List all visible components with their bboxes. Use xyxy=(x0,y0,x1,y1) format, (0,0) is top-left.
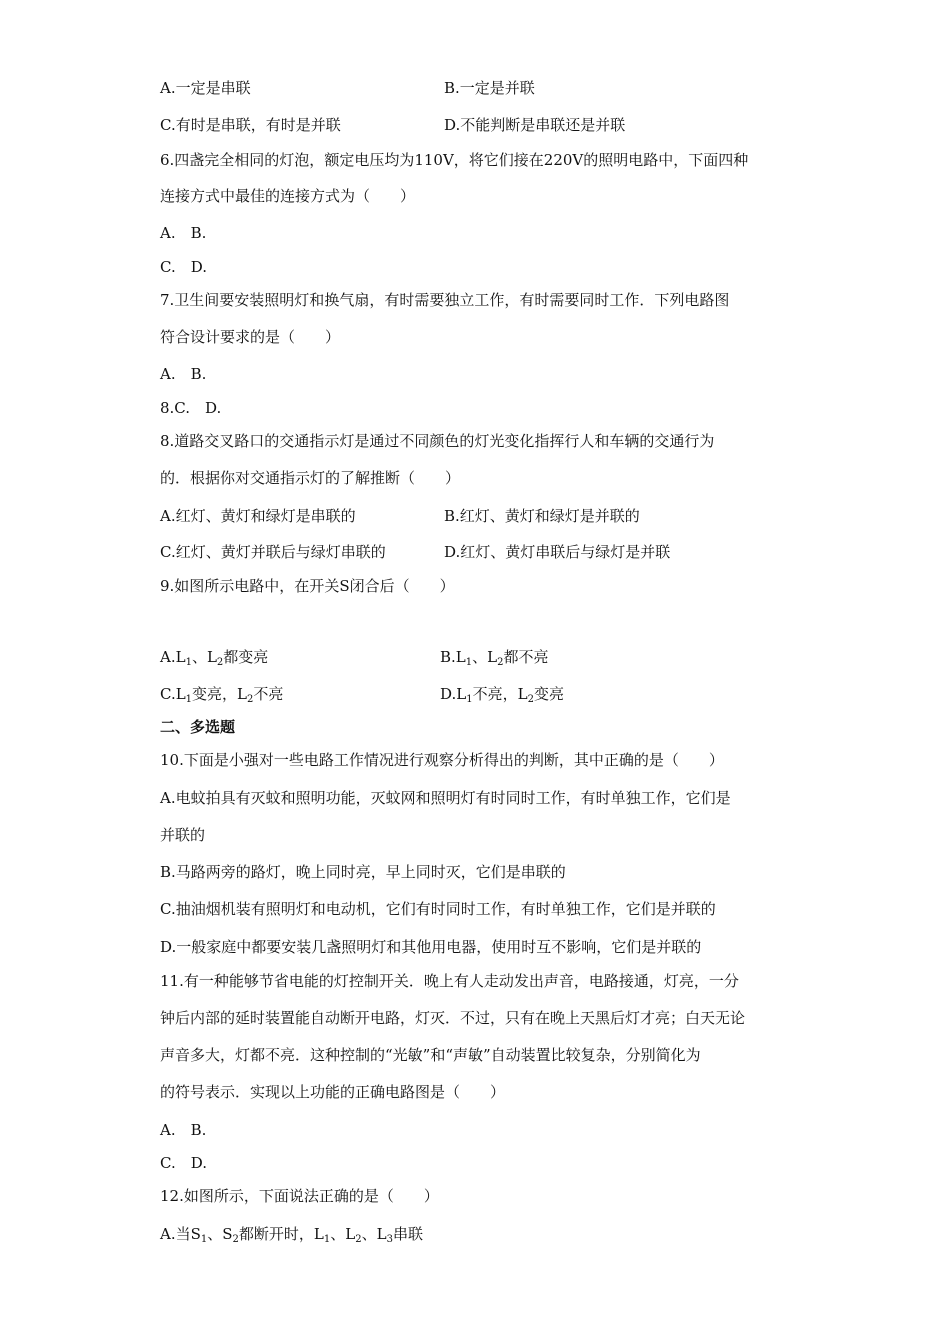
q10-stem: 10.下面是小强对一些电路工作情况进行观察分析得出的判断，其中正确的是（ ） xyxy=(160,751,724,769)
q5-option-d: D.不能判断是串联还是并联 xyxy=(444,116,626,134)
section-title-multiple-choice: 二、多选题 xyxy=(160,718,236,736)
q11-options-ab: A. B. xyxy=(160,1121,207,1139)
q8-option-c: C.红灯、黄灯并联后与绿灯串联的 xyxy=(160,543,386,561)
q9-option-c: $C.L_1$变亮，$L_2$不亮 xyxy=(160,685,284,705)
q8-stem-line2: 的．根据你对交通指示灯的了解推断（ ） xyxy=(160,469,461,487)
q11-options-cd: C. D. xyxy=(160,1154,207,1172)
q7-stem-line1: 7.卫生间要安装照明灯和换气扇，有时需要独立工作，有时需要同时工作．下列电路图 xyxy=(160,291,730,309)
q12-option-a: A.当$S_1$、$S_2$都断开时，$L_1$、$L_2$、$L_3$串联 xyxy=(160,1225,423,1245)
q9-option-a: $A.L_1$、$L_2$都变亮 xyxy=(160,648,269,668)
q6-options-cd: C. D. xyxy=(160,258,207,276)
q8-option-d: D.红灯、黄灯串联后与绿灯是并联 xyxy=(444,543,671,561)
q7-options-ab: A. B. xyxy=(160,365,207,383)
q10-option-d: D.一般家庭中都要安装几盏照明灯和其他用电器，使用时互不影响，它们是并联的 xyxy=(160,938,702,956)
q8-option-b: B.红灯、黄灯和绿灯是并联的 xyxy=(444,507,640,525)
q5-option-c: C.有时是串联，有时是并联 xyxy=(160,116,341,134)
q6-stem-line1: 6.四盏完全相同的灯泡，额定电压均为110V，将它们接在220V的照明电路中，下面四种 xyxy=(160,151,749,169)
q12-stem: 12.如图所示，下面说法正确的是（ ） xyxy=(160,1187,439,1205)
q9-option-d: $D.L_1$不亮，$L_2$变亮 xyxy=(440,685,564,705)
q11-stem-line1: 11.有一种能够节省电能的灯控制开关．晚上有人走动发出声音，电路接通，灯亮，一分 xyxy=(160,972,739,990)
q6-stem-line2: 连接方式中最佳的连接方式为（ ） xyxy=(160,187,416,205)
q10-option-a-line1: A.电蚊拍具有灭蚊和照明功能，灭蚊网和照明灯有时同时工作，有时单独工作，它们是 xyxy=(160,789,731,807)
q11-stem-line2: 钟后内部的延时装置能自动断开电路，灯灭．不过，只有在晚上天黑后灯才亮；白天无论 xyxy=(160,1009,746,1027)
q7-options-cd: 8.C. D. xyxy=(160,399,222,417)
q7-stem-line2: 符合设计要求的是（ ） xyxy=(160,328,341,346)
q9-option-b: $B.L_1$、$L_2$都不亮 xyxy=(440,648,549,668)
q5-option-b: B.一定是并联 xyxy=(444,79,535,97)
q9-stem: 9.如图所示电路中，在开关S闭合后（ ） xyxy=(160,577,455,595)
q10-option-b: B.马路两旁的路灯，晚上同时亮，早上同时灭，它们是串联的 xyxy=(160,863,566,881)
q10-option-a-line2: 并联的 xyxy=(160,826,206,844)
q10-option-c: C.抽油烟机装有照明灯和电动机，它们有时同时工作，有时单独工作，它们是并联的 xyxy=(160,900,716,918)
q8-option-a: A.红灯、黄灯和绿灯是串联的 xyxy=(160,507,356,525)
q11-stem-line3: 声音多大，灯都不亮．这种控制的“光敏”和“声敏”自动装置比较复杂，分别简化为 xyxy=(160,1046,701,1064)
q8-stem-line1: 8.道路交叉路口的交通指示灯是通过不同颜色的灯光变化指挥行人和车辆的交通行为 xyxy=(160,432,715,450)
q5-option-a: A.一定是串联 xyxy=(160,79,251,97)
q6-options-ab: A. B. xyxy=(160,224,207,242)
q11-stem-line4: 的符号表示．实现以上功能的正确电路图是（ ） xyxy=(160,1083,506,1101)
